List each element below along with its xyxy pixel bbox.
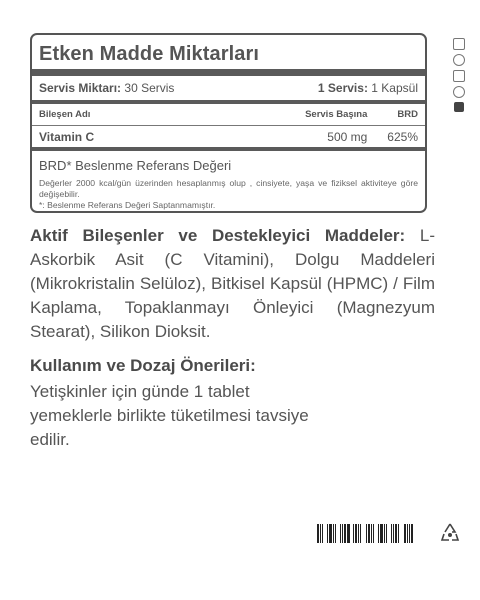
- recycle-icon: [453, 54, 465, 66]
- bin-icon: [453, 70, 465, 82]
- bin-icon-filled: [454, 102, 464, 112]
- barcode-stripe: [342, 524, 343, 543]
- ingredient-amount: 500 mg: [327, 129, 368, 144]
- barcode-stripe: [362, 524, 365, 543]
- panel-title: Etken Madde Miktarları: [39, 43, 260, 65]
- per-serving-value: 1 Kapsül: [371, 81, 418, 95]
- barcode-stripe: [333, 524, 334, 543]
- barcode-stripe: [324, 524, 326, 543]
- barcode-stripe: [391, 524, 392, 543]
- package-icon: [453, 38, 465, 50]
- barcode: [317, 524, 435, 543]
- ingredient-name: Vitamin C: [39, 129, 95, 144]
- ingredient-brd: 625%: [387, 129, 418, 144]
- barcode-stripe: [337, 524, 339, 543]
- barcode-stripe: [404, 524, 406, 543]
- divider-thick: [32, 69, 425, 76]
- barcode-stripe: [368, 524, 370, 543]
- barcode-stripe: [380, 524, 383, 543]
- barcode-stripe: [327, 524, 328, 543]
- brd-title: BRD* Beslenme Referans Değeri: [39, 158, 232, 173]
- divider-mid-2: [32, 147, 425, 151]
- serving-size-value: 30 Servis: [124, 81, 175, 95]
- brd-description: Değerler 2000 kcal/gün üzerinden hesaplanmış olup , cinsiyete, yaşa ve fiziksel aktiviteye göre değişebilir.: [39, 178, 418, 199]
- usage-heading: Kullanım ve Dozaj Önerileri:: [30, 356, 256, 375]
- barcode-stripe: [329, 524, 332, 543]
- ingredients-section: [30, 224, 435, 344]
- barcode-stripe: [388, 524, 390, 543]
- barcode-stripe: [335, 524, 336, 543]
- per-serving-label: 1 Servis:: [317, 81, 368, 95]
- barcode-stripe: [360, 524, 361, 543]
- col-brd: BRD: [397, 109, 418, 120]
- serving-size: [39, 81, 174, 95]
- barcode-stripe: [386, 524, 387, 543]
- ingredients-text: L-Askorbik Asit (C Vitamini), Dolgu Maddeleri (Mikrokristalin Selüloz), Bitkisel Kapsül (HPMC) / Film Kaplama, Topaklanmayı Önleyici (Magnezyum Stearat), Silikon Dioksit.: [30, 226, 435, 341]
- barcode-stripe: [373, 524, 374, 543]
- barcode-stripe: [393, 524, 394, 543]
- side-icons: [450, 38, 468, 112]
- serving-row: [39, 76, 418, 100]
- recycle-icon: [440, 522, 460, 544]
- barcode-stripe: [344, 524, 346, 543]
- barcode-stripe: [347, 524, 350, 543]
- nutrition-facts-panel: [30, 33, 427, 213]
- barcode-stripe: [355, 524, 357, 543]
- ingredients-heading: Aktif Bileşenler ve Destekleyici Maddeler:: [30, 226, 406, 245]
- barcode-stripe: [375, 524, 377, 543]
- barcode-stripe: [353, 524, 354, 543]
- brd-note: *: Beslenme Referans Değeri Saptanmamıştır.: [39, 200, 216, 210]
- col-per-serving: Servis Başına: [305, 109, 368, 120]
- serving-size-label: Servis Miktarı:: [39, 81, 122, 95]
- barcode-stripe: [400, 524, 403, 543]
- table-row: [39, 126, 418, 147]
- barcode-stripe: [340, 524, 341, 543]
- barcode-stripe: [371, 524, 372, 543]
- barcode-stripe: [317, 524, 319, 543]
- barcode-stripe: [351, 524, 352, 543]
- recycle-icon-small: [453, 86, 465, 98]
- usage-text: Yetişkinler için günde 1 tablet yemeklerle birlikte tüketilmesi tavsiye edilir.: [30, 382, 309, 449]
- col-ingredient: Bileşen Adı: [39, 109, 91, 120]
- barcode-stripe: [322, 524, 323, 543]
- barcode-stripe: [409, 524, 410, 543]
- barcode-stripe: [395, 524, 397, 543]
- barcode-stripe: [378, 524, 379, 543]
- barcode-stripe: [411, 524, 413, 543]
- barcode-stripe: [358, 524, 359, 543]
- barcode-stripe: [366, 524, 367, 543]
- per-serving: [318, 81, 418, 95]
- barcode-stripe: [320, 524, 321, 543]
- barcode-stripe: [384, 524, 385, 543]
- barcode-stripe: [398, 524, 399, 543]
- barcode-stripe: [407, 524, 408, 543]
- table-header: [39, 104, 418, 125]
